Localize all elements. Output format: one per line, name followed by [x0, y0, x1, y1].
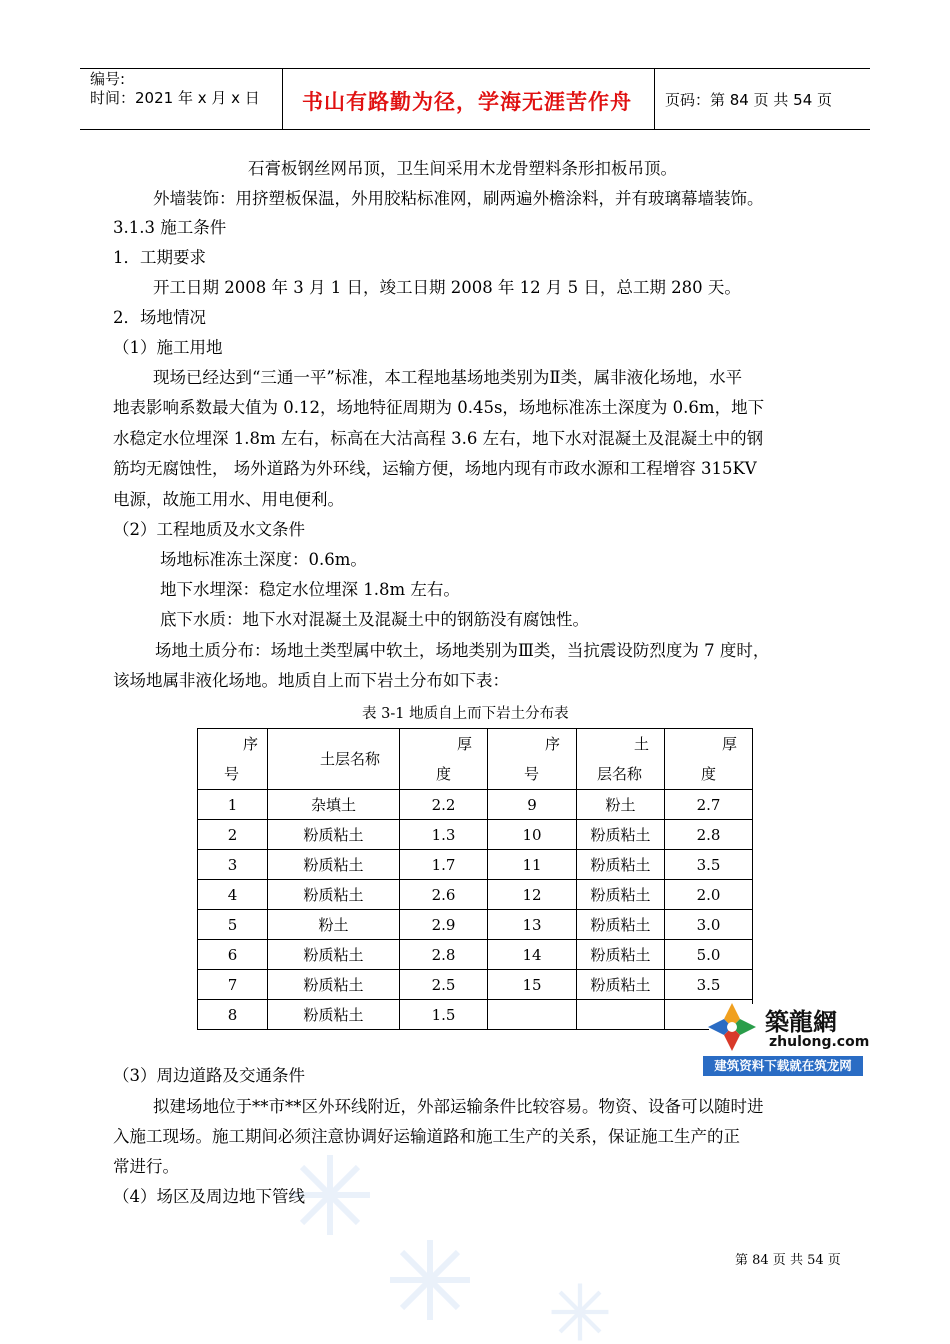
table-cell: 粉质粘土 — [268, 850, 400, 880]
table-cell: 2 — [198, 820, 268, 850]
doc-number-label: 编号: — [90, 70, 126, 88]
table-row — [198, 850, 753, 880]
doc-date-label: 时间：2021 年 x 月 x 日 — [90, 89, 260, 107]
table-cell: 粉土 — [577, 790, 665, 820]
table-cell: 粉质粘土 — [268, 940, 400, 970]
table-cell — [488, 1000, 577, 1030]
table-cell: 14 — [488, 940, 577, 970]
table-header-cell: 土 层名称 — [577, 729, 665, 790]
table-cell: 6 — [198, 940, 268, 970]
table-cell: 2.8 — [665, 820, 753, 850]
footer-page-number: 第 84 页 共 54 页 — [735, 1253, 841, 1268]
section-heading: 3.1.3 施工条件 — [113, 218, 227, 237]
table-cell: 粉质粘土 — [577, 910, 665, 940]
table-cell: 7 — [198, 970, 268, 1000]
table-header-cell: 序 号 — [198, 729, 268, 790]
paragraph: 该场地属非液化场地。地质自上而下岩土分布如下表： — [113, 671, 509, 690]
table-cell: 2.8 — [400, 940, 488, 970]
table-cell: 5 — [198, 910, 268, 940]
table-cell: 粉质粘土 — [268, 820, 400, 850]
table-row — [198, 1000, 753, 1030]
table-row — [198, 880, 753, 910]
paragraph: 场地土质分布：场地土类型属中软土，场地类别为Ⅲ类，当抗震设防烈度为 7 度时， — [155, 641, 770, 660]
table-cell: 粉质粘土 — [268, 970, 400, 1000]
table-cell: 13 — [488, 910, 577, 940]
subsection-heading: （1）施工用地 — [113, 338, 223, 357]
table-cell: 2.2 — [400, 790, 488, 820]
paragraph: 场地标准冻土深度：0.6m。 — [160, 550, 367, 569]
table-cell: 8 — [198, 1000, 268, 1030]
subsection-heading: （2）工程地质及水文条件 — [113, 520, 305, 539]
logo-url: zhulong.com — [769, 1034, 870, 1050]
table-cell: 3.5 — [665, 850, 753, 880]
table-cell: 粉质粘土 — [577, 940, 665, 970]
paragraph: 常进行。 — [113, 1157, 179, 1176]
paragraph: 拟建场地位于**市**区外环线附近，外部运输条件比较容易。物资、设备可以随时进 — [153, 1097, 764, 1116]
section-heading: 2．场地情况 — [113, 308, 206, 327]
header-divider — [654, 68, 655, 129]
table-row — [198, 790, 753, 820]
table-cell: 1.7 — [400, 850, 488, 880]
table-cell: 12 — [488, 880, 577, 910]
table-caption: 表 3-1 地质自上而下岩土分布表 — [362, 706, 569, 722]
table-cell: 3.5 — [665, 970, 753, 1000]
subsection-heading: （4）场区及周边地下管线 — [113, 1187, 305, 1206]
table-cell: 粉质粘土 — [268, 1000, 400, 1030]
paragraph: 底下水质：地下水对混凝土及混凝土中的钢筋没有腐蚀性。 — [160, 610, 589, 629]
table-header-cell: 厚 度 — [400, 729, 488, 790]
table-header-cell: 序 号 — [488, 729, 577, 790]
table-row — [198, 970, 753, 1000]
section-heading: 1．工期要求 — [113, 248, 206, 267]
table-cell: 粉质粘土 — [268, 880, 400, 910]
paragraph: 开工日期 2008 年 3 月 1 日，竣工日期 2008 年 12 月 5 日，总工期 280 天。 — [153, 278, 741, 297]
table-cell: 1 — [198, 790, 268, 820]
watermark-flake-icon — [385, 1235, 475, 1325]
table-cell: 粉质粘土 — [577, 970, 665, 1000]
paragraph: 地表影响系数最大值为 0.12，场地特征周期为 0.45s，场地标准冻土深度为 0.6m，地下 — [113, 398, 765, 417]
logo-slogan: 建筑资料下载就在筑龙网 — [703, 1056, 863, 1076]
table-header-cell: 厚 度 — [665, 729, 753, 790]
table-cell: 2.9 — [400, 910, 488, 940]
table-header-row — [198, 729, 753, 790]
table-cell: 11 — [488, 850, 577, 880]
snowflake-logo-icon — [705, 1000, 759, 1054]
table-row — [198, 940, 753, 970]
table-cell: 3 — [198, 850, 268, 880]
paragraph: 地下水埋深：稳定水位埋深 1.8m 左右。 — [160, 580, 460, 599]
table-cell: 2.7 — [665, 790, 753, 820]
table-row — [198, 820, 753, 850]
header-divider — [282, 68, 283, 129]
paragraph: 现场已经达到“三通一平”标准，本工程地基场地类别为Ⅱ类，属非液化场地，水平 — [153, 368, 743, 387]
zhulong-logo — [703, 1000, 870, 1076]
watermark-flake-icon — [540, 1280, 620, 1344]
paragraph: 电源，故施工用水、用电便利。 — [113, 490, 344, 509]
table-cell: 粉土 — [268, 910, 400, 940]
table-cell: 粉质粘土 — [577, 850, 665, 880]
table-cell: 15 — [488, 970, 577, 1000]
paragraph: 石膏板钢丝网吊顶，卫生间采用木龙骨塑料条形扣板吊顶。 — [248, 159, 677, 178]
soil-distribution-table — [197, 728, 753, 1030]
table-cell: 9 — [488, 790, 577, 820]
table-cell: 1.5 — [400, 1000, 488, 1030]
paragraph: 水稳定水位埋深 1.8m 左右，标高在大沽高程 3.6 左右，地下水对混凝土及混凝土中的钢 — [113, 429, 764, 448]
table-cell: 粉质粘土 — [577, 820, 665, 850]
table-cell: 2.5 — [400, 970, 488, 1000]
table-cell: 4 — [198, 880, 268, 910]
table-header-cell: 土层名称 — [268, 729, 400, 790]
table-cell: 粉质粘土 — [577, 880, 665, 910]
table-cell: 杂填土 — [268, 790, 400, 820]
paragraph: 外墙装饰：用挤塑板保温，外用胶粘标准网，刷两遍外檐涂料，并有玻璃幕墙装饰。 — [153, 189, 764, 208]
header-page-number: 页码：第 84 页 共 54 页 — [665, 91, 833, 109]
subsection-heading: （3）周边道路及交通条件 — [113, 1066, 305, 1085]
table-cell: 5.0 — [665, 940, 753, 970]
header-motto: 书山有路勤为径，学海无涯苦作舟 — [302, 90, 632, 114]
logo-name: 築龍網 — [765, 1008, 837, 1036]
table-cell: 2.6 — [400, 880, 488, 910]
table-cell — [577, 1000, 665, 1030]
paragraph: 入施工现场。施工期间必须注意协调好运输道路和施工生产的关系，保证施工生产的正 — [113, 1127, 740, 1146]
table-row — [198, 910, 753, 940]
table-cell: 2.0 — [665, 880, 753, 910]
table-cell: 3.0 — [665, 910, 753, 940]
table-cell: 10 — [488, 820, 577, 850]
paragraph: 筋均无腐蚀性， 场外道路为外环线，运输方便，场地内现有市政水源和工程增容 315KV — [113, 459, 757, 478]
table-cell: 1.3 — [400, 820, 488, 850]
